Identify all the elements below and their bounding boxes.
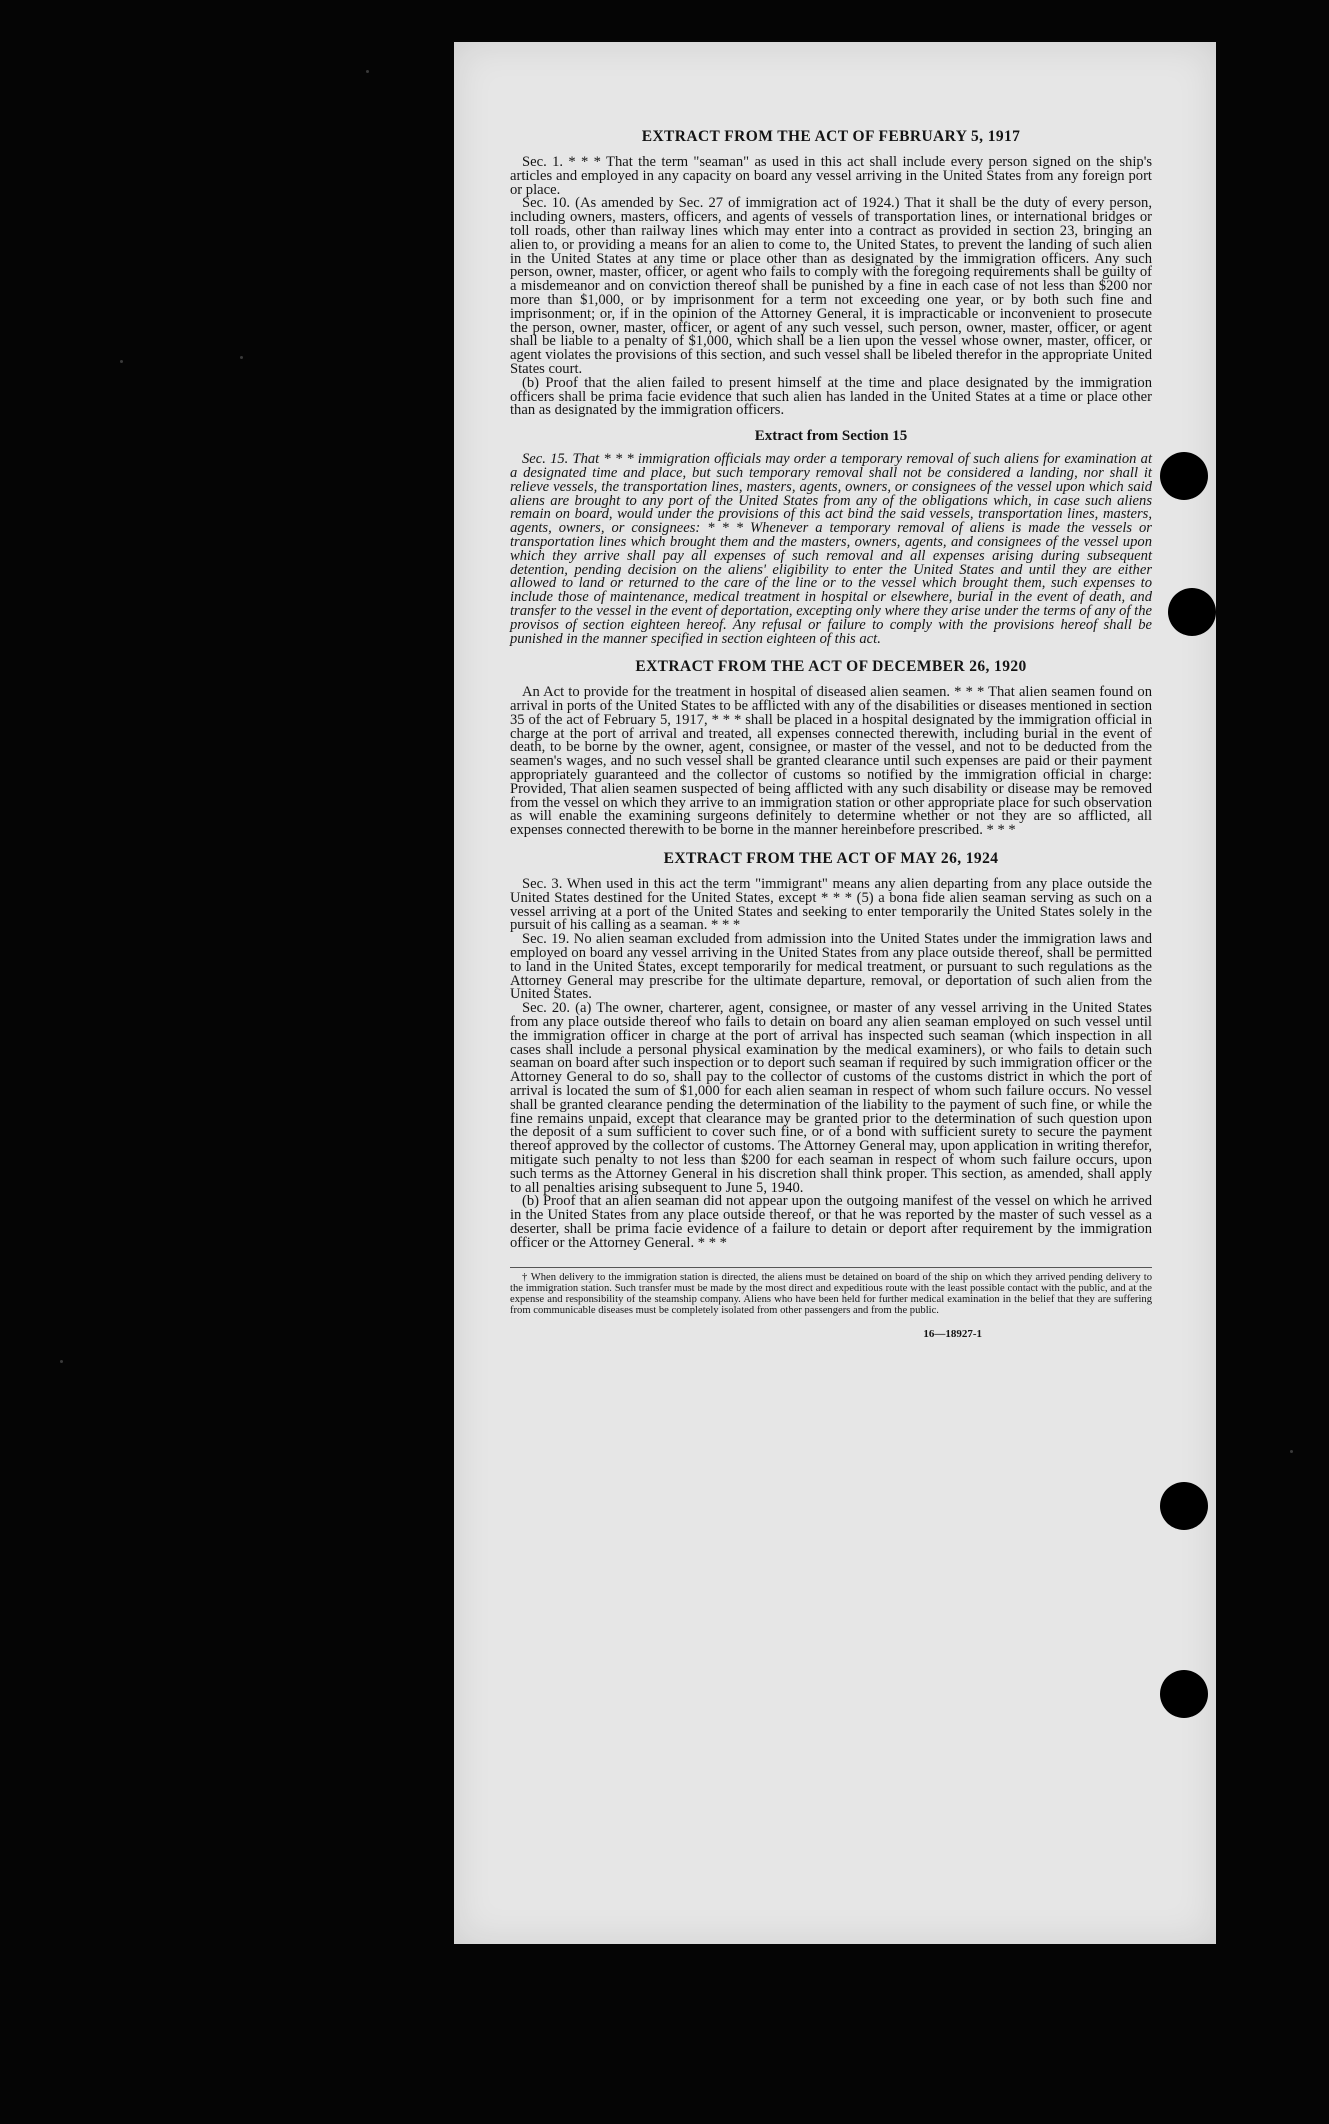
subheading-section-15: Extract from Section 15 [754, 428, 908, 445]
paragraph-sec-10-b: (b) Proof that the alien failed to present himself at the time and place designated by the immigration officers shall be prima facie evidence that such alien has landed in the United States at a time or place other than as designated by the immigration officers. [510, 374, 1152, 419]
paragraph-sec-10: Sec. 10. (As amended by Sec. 27 of immigration act of 1924.) That it shall be the duty of every person, including owners, masters, officers, and agents of vessels of transportation lines, or international bridges or toll roads, other than railway lines which may enter into a contract as provided in section 23, bringing an alien to, or providing a means for an alien to come to, the United States, to prevent the landing of such alien in the United States at any time or place other than as designated by the immigration officers. Any such person, owner, master, officer, or agent who fails to comply with the foregoing requirements shall be guilty of a misdemeanor and on conviction thereof shall be punished by a fine in each case of not less than $200 nor more than $1,000, or by imprisonment for a term not exceeding one year, or by both such fine and imprisonment; or, if in the opinion of the Attorney General, it is impracticable or inconvenient to prosecute the person, owner, master, officer, or agent of any such vessel, such person, owner, master, officer, or agent shall be liable to a penalty of $1,000, which shall be a lien upon the vessel whose owner, master, officer, or agent violates the provisions of this section, and such vessel shall be libeled therefor in the appropriate United States court. [510, 195, 1152, 377]
section-heading-1924: EXTRACT FROM THE ACT OF MAY 26, 1924 [663, 850, 999, 868]
paragraph-sec-19: Sec. 19. No alien seaman excluded from admission into the United States under the immigration laws and employed on board any vessel arriving in the United States from any place outside thereof, shall be permitted to land in the United States, except temporarily for medical treatment, or pursuant to such regulations as the Attorney General may prescribe for the ultimate departure, removal, or deportation of such alien from the United States. [510, 931, 1152, 1003]
punch-hole [1160, 1482, 1208, 1530]
paragraph-sec-1: Sec. 1. * * * That the term "seaman" as used in this act shall include every person signed on the ship's articles and employed in any capacity on board any vessel arriving in the United States from any foreign port or place. [510, 154, 1152, 198]
paragraph-act-1920: An Act to provide for the treatment in hospital of diseased alien seamen. * * * That alien seamen found on arrival in ports of the United States to be afflicted with any of the disabilities or diseases mentioned in section 35 of the act of February 5, 1917, * * * shall be placed in a hospital designated by the immigration official in charge at the port of arrival and treated, all expenses connected therewith, including burial in the event of death, to be borne by the owner, agent, consignee, or master of the vessel, and not to be deducted from the seamen's wages, and no such vessel shall be granted clearance until such expenses are paid or their payment appropriately guaranteed and the collector of customs so notified by the immigration official in charge: Provided, That alien seamen suspected of being afflicted with any such disability or disease may be removed from the vessel on which they arrive to an immigration station or other appropriate place for such observation as will enable the examining surgeons definitely to determine whether or not they are so afflicted, all expenses connected therewith to be borne in the manner hereinbefore prescribed. * * * [510, 684, 1152, 839]
paragraph-sec-15: Sec. 15. That * * * immigration officials may order a temporary removal of such aliens for examination at a designated time and place, but such temporary removal shall not be considered a landing, nor shall it relieve vessels, the transportation lines, masters, agents, owners, or consignees of the vessel upon which said aliens are brought to any port of the United States from any of the obligations which, in case such aliens remain on board, would under the provisions of this act bind the said vessels, transportation lines, masters, agents, owners, or consignees: * * * Whenever a temporary removal of aliens is made the vessels or transportation lines which brought them and the masters, owners, agents, and consignees of the vessel upon which they arrive shall pay all expenses of such removal and all expenses arising during subsequent detention, pending decision on the aliens' eligibility to enter the United States and until they are either allowed to land or returned to the care of the line or to the vessel which brought them, such expenses to include those of maintenance, medical treatment in hospital or elsewhere, burial in the event of death, and transfer to the vessel in the event of deportation, excepting only where they arise under the terms of any of the provisos of section eighteen hereof. Any refusal or failure to comply with the provisions hereof shall be punished in the manner specified in section eighteen of this act. [510, 451, 1152, 647]
scan-speck [1290, 1450, 1293, 1453]
section-heading-1917: EXTRACT FROM THE ACT OF FEBRUARY 5, 1917 [641, 128, 1021, 145]
footnote: † When delivery to the immigration station is directed, the aliens must be detained on board of the ship on which they arrived pending delivery to the immigration station. Such transfer must be made by the most direct and expeditious route with the least possible contact with the public, and at the expense and responsibility of the steamship company. Aliens who have been held for further medical examination in the belief that they are suffering from communicable diseases must be completely isolated from other passengers and from the public. [510, 1267, 1152, 1316]
document-page [454, 42, 1216, 1944]
form-number: 16—18927-1 [923, 1327, 982, 1340]
paragraph-sec-20-a: Sec. 20. (a) The owner, charterer, agent, consignee, or master of any vessel arriving in the United States from any place outside thereof who fails to detain on board any alien seaman employed on such vessel until the immigration officer in charge at the port of arrival has inspected such seaman (which inspection in all cases shall include a personal physical examination by the medical examiners), or who fails to detain such seaman on board after such inspection or to deport such seaman if required by such immigration officer or the Attorney General to do so, shall pay to the collector of customs of the customs district in which the port of arrival is located the sum of $1,000 for each alien seaman in respect of whom such failure occurs. No vessel shall be granted clearance pending the determination of the liability to the payment of such fine, or while the fine remains unpaid, except that clearance may be granted prior to the determination of such question upon the deposit of a sum sufficient to cover such fine, or of a bond with sufficient surety to secure the payment thereof approved by the collector of customs. The Attorney General may, upon application in writing therefor, mitigate such penalty to not less than $200 for each seaman in respect of whom such failure occurs, upon such terms as the Attorney General in his discretion shall think proper. This section, as amended, shall apply to all penalties arising subsequent to June 5, 1940. [510, 1000, 1152, 1196]
punch-hole [1160, 452, 1208, 500]
section-heading-1920: EXTRACT FROM THE ACT OF DECEMBER 26, 1920 [635, 658, 1027, 676]
paragraph-sec-3: Sec. 3. When used in this act the term "immigrant" means any alien departing from any place outside the United States destined for the United States, except * * * (5) a bona fide alien seaman serving as such on a vessel arriving at a port of the United States and seeking to enter temporarily the United States solely in the pursuit of his calling as a seaman. * * * [510, 876, 1152, 934]
punch-hole [1160, 1670, 1208, 1718]
punch-hole [1168, 588, 1216, 636]
scan-speck [240, 356, 243, 359]
scan-speck [366, 70, 369, 73]
scan-speck [120, 360, 123, 363]
paragraph-sec-20-b: (b) Proof that an alien seaman did not appear upon the outgoing manifest of the vessel on which he arrived in the United States from any place outside thereof, or that he was reported by the master of such vessel as a deserter, shall be prima facie evidence of a failure to detain or deport after requirement by the immigration officer or the Attorney General. * * * [510, 1193, 1152, 1251]
scan-speck [60, 1360, 63, 1363]
